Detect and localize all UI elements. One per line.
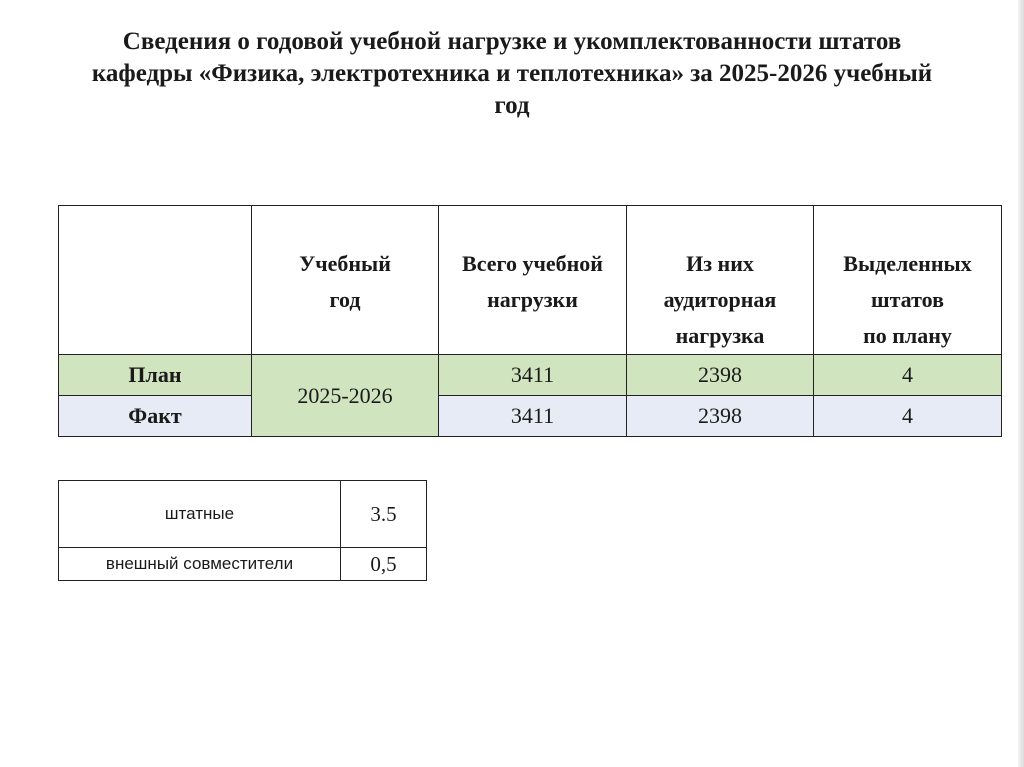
- title-line-2: кафедры «Физика, электротехника и теплотехника» за 2025-2026 учебный: [91, 60, 933, 87]
- staff-value-external: 0,5: [341, 548, 427, 581]
- page-title: [20, 26, 1004, 122]
- row-label-plan: План: [59, 355, 252, 396]
- plan-allocated-staff: 4: [814, 355, 1002, 396]
- fact-total-workload: 3411: [439, 396, 627, 437]
- plan-auditorium-workload: 2398: [627, 355, 814, 396]
- staff-label-external: внешный совместители: [59, 548, 341, 581]
- table-row-fact: [59, 396, 1002, 437]
- header-allocated-staff: Выделенных штатов по плану: [814, 206, 1002, 355]
- staff-row-external: [59, 548, 427, 581]
- staff-label-regular: штатные: [59, 481, 341, 548]
- plan-total-workload: 3411: [439, 355, 627, 396]
- table-row-plan: [59, 355, 1002, 396]
- staff-breakdown-table: [58, 480, 427, 581]
- fact-allocated-staff: 4: [814, 396, 1002, 437]
- header-empty: [59, 206, 252, 355]
- header-auditorium-workload: Из них аудиторная нагрузка: [627, 206, 814, 355]
- fact-auditorium-workload: 2398: [627, 396, 814, 437]
- row-label-fact: Факт: [59, 396, 252, 437]
- academic-year-cell: 2025-2026: [252, 355, 439, 437]
- header-row: [59, 206, 1002, 355]
- title-line-3: год: [494, 92, 530, 119]
- workload-table: [58, 205, 1002, 437]
- staff-value-regular: 3.5: [341, 481, 427, 548]
- header-total-workload: Всего учебной нагрузки: [439, 206, 627, 355]
- title-line-1: Сведения о годовой учебной нагрузке и укомплектованности штатов: [122, 28, 902, 55]
- staff-row-regular: [59, 481, 427, 548]
- slide-edge: [1018, 0, 1024, 767]
- header-academic-year: Учебный год: [252, 206, 439, 355]
